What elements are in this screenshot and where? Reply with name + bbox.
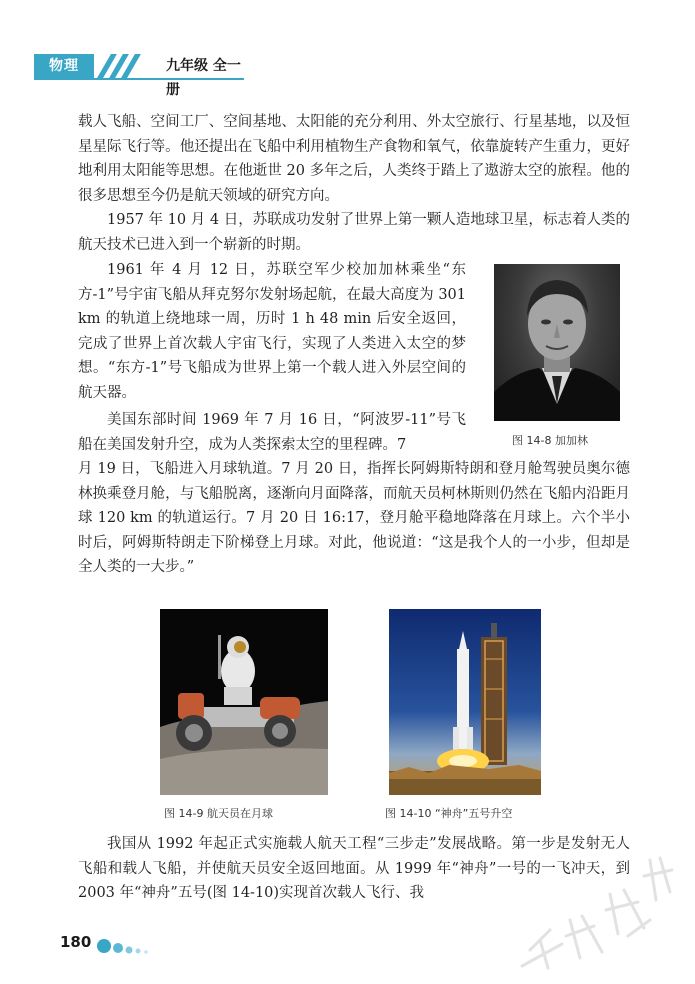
shenzhou-launch-photo: [389, 609, 541, 795]
grade-label: 九年级 全一册: [166, 58, 241, 98]
moon-rover-photo: [160, 609, 328, 795]
publisher-watermark: [510, 840, 680, 980]
page-header: [34, 54, 244, 98]
header-stripes: [94, 54, 148, 78]
launch-caption: 图 14-10 “神舟”五号升空: [385, 807, 513, 820]
paragraph-3: 1961 年 4 月 12 日，苏联空军少校加加林乘坐“东方-1”号宇宙飞船从拜克努尔发射场起航，在最大高度为 301 km 的轨道上绕地球一周，历时 1 h 48 min 后安全返回，完成了世界上首次载人宇宙飞行，实现了人类进入太空的梦想。“东方-1”号飞船成为世界上第一个载人进入外层空间的航天器。: [78, 262, 466, 401]
gagarin-photo: [494, 264, 620, 421]
paragraph-1: 载人飞船、空间工厂、空间基地、太阳能的充分利用、外太空旅行、行星基地，以及恒星星际飞行等。他还提出在飞船中利用植物生产食物和氧气，依靠旋转产生重力，更好地利用太阳能等思想。在他逝世 20 多年之后，人类终于踏上了遨游太空的旅程。他的很多思想至今仍是航天领域的研究方向。: [78, 114, 630, 204]
moon-caption: 图 14-9 航天员在月球: [164, 807, 273, 820]
paragraph-2: 1957 年 10 月 4 日，苏联成功发射了世界上第一颗人造地球卫星，标志着人类的航天技术已进入到一个崭新的时期。: [78, 212, 630, 253]
subject-label: 物理: [34, 54, 94, 78]
page-number: 180: [60, 933, 92, 951]
paragraph-4-continued: 月 19 日，飞船进入月球轨道。7 月 20 日，指挥长阿姆斯特朗和登月舱驾驶员奥尔德林换乘登月舱，与飞船脱离，逐渐向月面降落，而航天员柯林斯则仍然在飞船内沿距月球 120 km 的轨道运行。7 月 20 日 16:17，登月舱平稳地降落在月球上。六个半小时后，阿姆斯特朗走下阶梯登上月球。对此，他说道：“这是我个人的一小步，但却是全人类的一大步。”: [78, 461, 630, 576]
gagarin-caption: 图 14-8 加加林: [512, 434, 588, 447]
page-number-dots: [96, 932, 156, 958]
paragraph-5: 我国从 1992 年起正式实施载人航天工程“三步走”发展战略。第一步是发射无人飞船和载人飞船，并使航天员安全返回地面。从 1999 年“神舟”一号的一飞冲天，到 2003 年“神舟”五号(图 14-10)实现首次载人飞行、我: [78, 836, 630, 902]
paragraph-4-start: 美国东部时间 1969 年 7 月 16 日，“阿波罗-11”号飞船在美国发射升空，成为人类探索太空的里程碑。7: [78, 412, 466, 453]
header-underline: [34, 78, 244, 80]
